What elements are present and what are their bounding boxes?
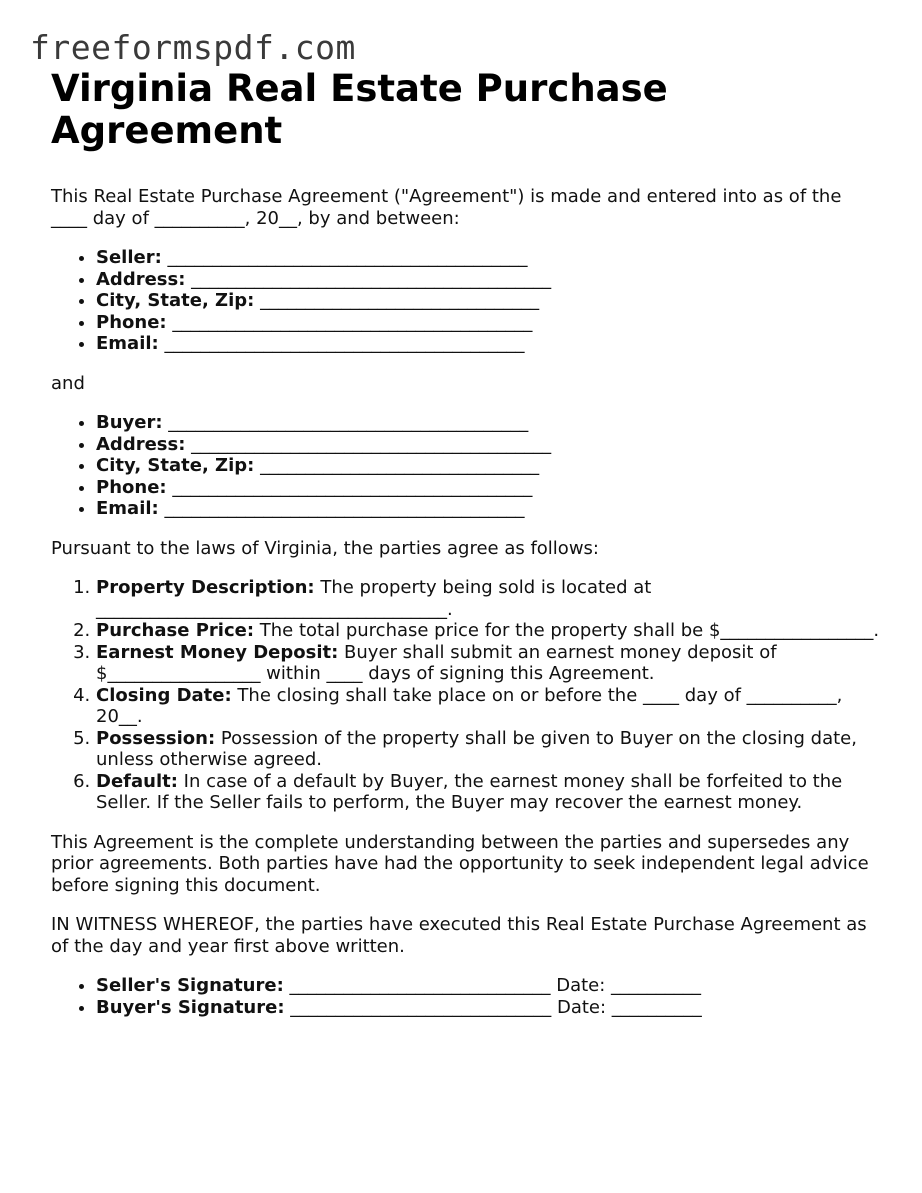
field-label: City, State, Zip: <box>96 290 255 311</box>
blank-line: _______________________________ <box>254 290 540 311</box>
intro-paragraph: This Real Estate Purchase Agreement ("Agreement") is made and entered into as of the ____ day of __________, 20__, by and between: <box>51 186 842 229</box>
term-possession <box>96 728 881 771</box>
seller-phone-field <box>96 312 881 334</box>
blank-line: ________________________________________ <box>158 498 525 519</box>
blank-line: ________________________________________ <box>166 476 533 498</box>
blank-line: ________________________________________ <box>185 268 552 290</box>
seller-name-field <box>96 247 881 269</box>
buyer-details-list <box>51 412 881 520</box>
field-label: Phone: <box>96 311 167 333</box>
term-label: Property Description: <box>96 577 315 598</box>
term-earnest-money-deposit <box>96 642 881 685</box>
blank-line: ________________________________________ <box>162 412 529 433</box>
term-purchase-price <box>96 620 881 642</box>
seller-address-field <box>96 269 881 291</box>
term-label: Possession: <box>96 727 216 749</box>
complete-understanding-paragraph: This Agreement is the complete understanding between the parties and supersedes any prior agreements. Both parties have had the opportunity to seek independent legal advice before signing this document. <box>51 831 869 896</box>
buyer-email-field <box>96 498 881 520</box>
blank-line: ________________________________________ <box>161 247 528 268</box>
term-text: Possession of the property shall be given to Buyer on the closing date, unless otherwise agreed. <box>96 727 857 770</box>
blank-line: ________________________________________ <box>158 333 525 354</box>
field-label: Email: <box>96 498 159 519</box>
term-closing-date <box>96 685 881 728</box>
field-label: Seller: <box>96 247 162 268</box>
term-default <box>96 771 881 814</box>
blank-line: ________________________________________ <box>166 311 533 333</box>
term-label: Default: <box>96 770 178 792</box>
buyer-signature-line <box>96 997 881 1019</box>
field-label: City, State, Zip: <box>96 455 255 476</box>
seller-email-field <box>96 333 881 355</box>
term-text: In case of a default by Buyer, the earnest money shall be forfeited to the Seller. If the Seller fails to perform, the Buyer may recover the earnest money. <box>96 770 843 813</box>
term-property-description <box>96 577 881 620</box>
seller-city-state-zip-field <box>96 290 881 312</box>
and-separator: and <box>51 372 85 394</box>
signature-blank: _____________________________ Date: __________ <box>284 996 702 1018</box>
seller-details-list <box>51 247 881 355</box>
buyer-address-field <box>96 434 881 456</box>
document-page <box>51 68 881 1018</box>
blank-line: _______________________________ <box>254 455 540 476</box>
document-title: Virginia Real Estate Purchase Agreement <box>51 67 668 152</box>
buyer-phone-field <box>96 477 881 499</box>
term-text: The property being sold is located at _______________________________________. <box>96 577 652 620</box>
buyer-city-state-zip-field <box>96 455 881 477</box>
signature-blank: _____________________________ Date: __________ <box>283 975 702 996</box>
witness-paragraph: IN WITNESS WHEREOF, the parties have executed this Real Estate Purchase Agreement as of the day and year first above written. <box>51 914 867 957</box>
field-label: Address: <box>96 433 186 455</box>
signature-list <box>51 975 881 1018</box>
term-text: Buyer shall submit an earnest money deposit of $_________________ within ____ days of signing this Agreement. <box>96 641 777 684</box>
blank-line: ________________________________________ <box>185 433 552 455</box>
signature-label: Seller's Signature: <box>96 975 284 996</box>
field-label: Phone: <box>96 476 167 498</box>
term-label: Earnest Money Deposit: <box>96 641 339 663</box>
term-text: The total purchase price for the property shall be $_________________. <box>254 620 880 641</box>
field-label: Email: <box>96 333 159 354</box>
buyer-name-field <box>96 412 881 434</box>
seller-signature-line <box>96 975 881 997</box>
field-label: Buyer: <box>96 412 163 433</box>
signature-label: Buyer's Signature: <box>96 996 285 1018</box>
term-label: Closing Date: <box>96 684 232 706</box>
pursuant-paragraph: Pursuant to the laws of Virginia, the parties agree as follows: <box>51 537 599 559</box>
site-watermark: freeformspdf.com <box>30 28 356 67</box>
field-label: Address: <box>96 268 186 290</box>
terms-list <box>51 577 881 814</box>
term-label: Purchase Price: <box>96 620 255 641</box>
term-text: The closing shall take place on or before the ____ day of __________, 20__. <box>96 684 843 727</box>
